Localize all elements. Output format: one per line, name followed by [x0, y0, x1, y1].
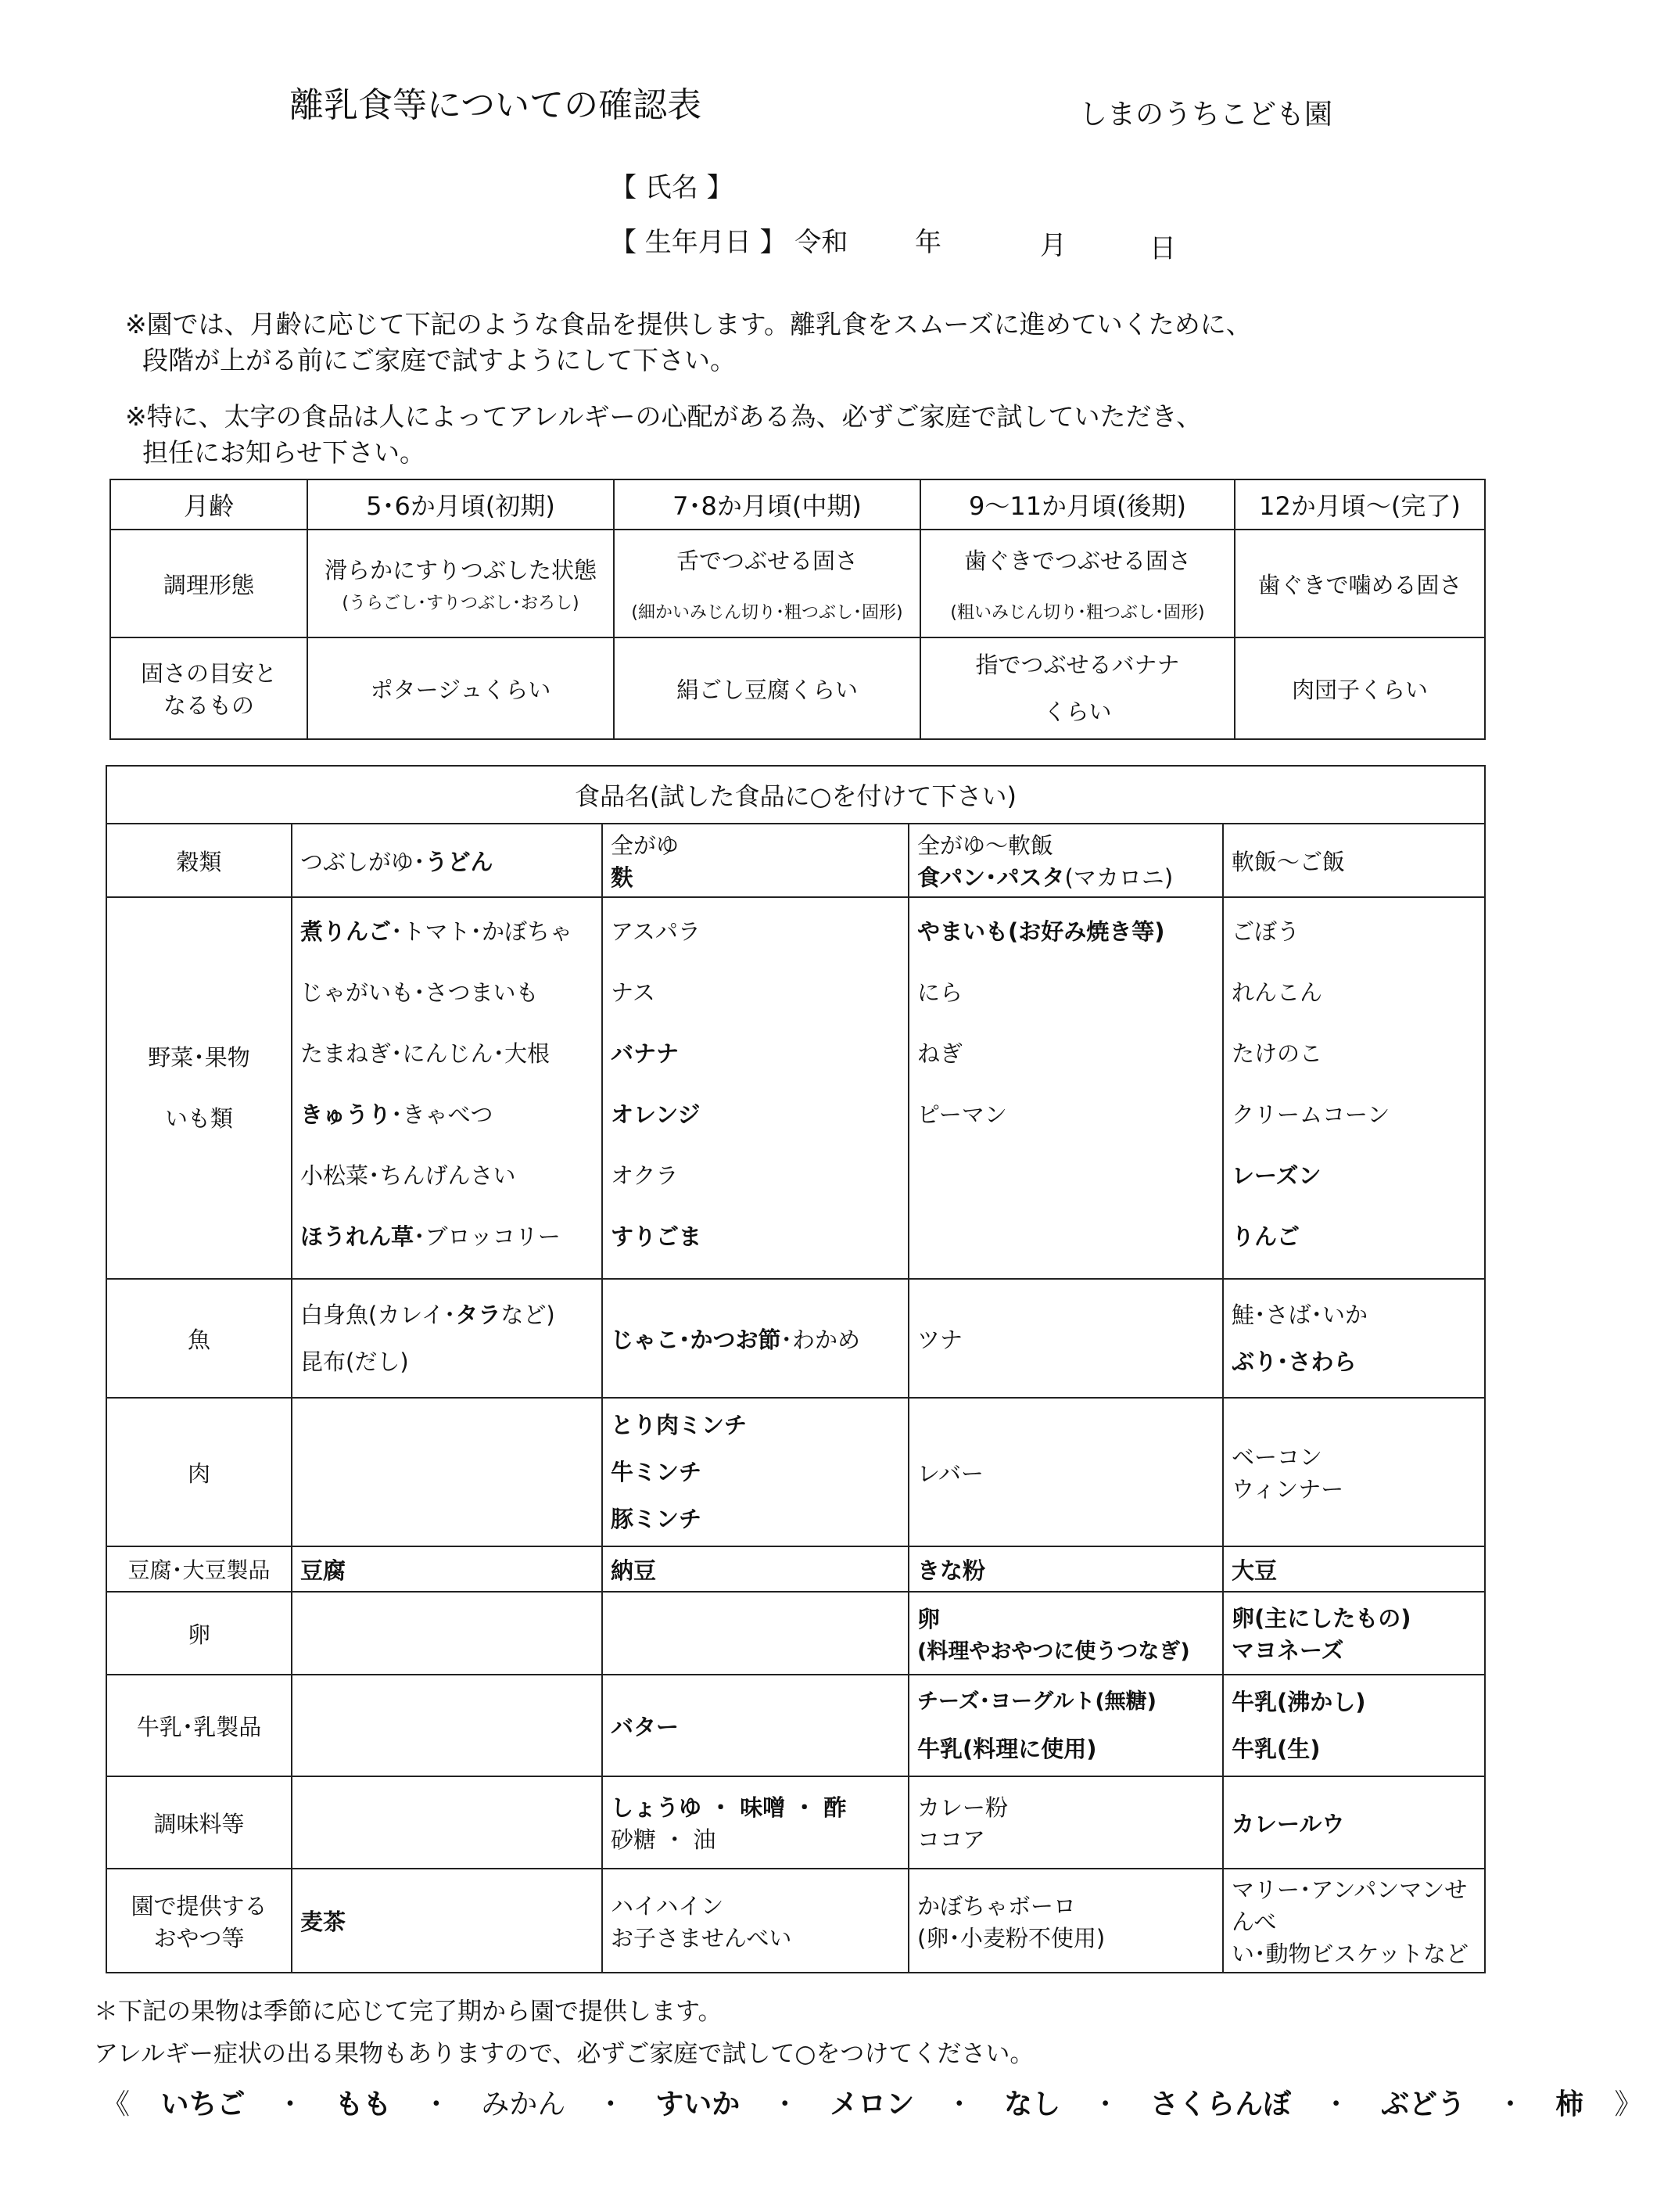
food-item: ピーマン — [917, 1101, 1007, 1128]
cell-text: 歯ぐきでつぶせる固さ — [963, 548, 1191, 574]
food-item: 昆布(だし) — [300, 1348, 409, 1375]
food-row-meat — [106, 1398, 1485, 1546]
fruit-item-allergen: さくらんぼ — [1150, 2088, 1292, 2120]
food-item-allergen: 牛乳(生) — [1232, 1736, 1321, 1762]
food-item-allergen: マヨネーズ — [1232, 1637, 1344, 1664]
food-cell — [1223, 1398, 1485, 1546]
food-item-allergen: うどん — [425, 848, 493, 875]
fruit-item-allergen: なし — [1004, 2088, 1061, 2120]
food-item-allergen: ぶり･さわら — [1232, 1348, 1357, 1375]
food-cell — [909, 824, 1223, 897]
food-item-allergen: タラ — [455, 1302, 501, 1328]
food-item-allergen: バター — [602, 1675, 909, 1776]
food-item: 全がゆ～軟飯 — [917, 832, 1054, 859]
food-item: ･わかめ — [780, 1326, 861, 1353]
separator: ・ — [1496, 2088, 1525, 2120]
cell-text: 舌でつぶせる固さ — [676, 548, 858, 574]
food-item-allergen: りんご — [1232, 1223, 1300, 1250]
food-item-allergen: オレンジ — [611, 1101, 701, 1128]
school-name: しまのうちこども園 — [1079, 99, 1333, 131]
stage-header-late: 9～11か月頃(後期) — [920, 479, 1235, 530]
category-label: 肉 — [106, 1398, 292, 1546]
stage-row-hardness-label — [110, 637, 307, 739]
food-item: ココア — [917, 1826, 986, 1853]
food-item: れんこん — [1232, 979, 1323, 1006]
stage-header-row — [110, 479, 1485, 530]
food-cell — [909, 897, 1223, 1279]
fruit-item-allergen: すいか — [655, 2088, 741, 2120]
footer-note-1: ＊下記の果物は季節に応じて完了期から園で提供します。 — [94, 1998, 723, 2026]
food-cell: レバー — [909, 1398, 1223, 1546]
stage-cell: 肉団子くらい — [1235, 637, 1485, 739]
food-cell — [1223, 1592, 1485, 1675]
food-item-allergen: チーズ･ヨーグルト(無糖) — [917, 1690, 1157, 1714]
food-cell — [1223, 897, 1485, 1279]
fruit-list — [102, 2082, 1664, 2122]
food-item: ねぎ — [917, 1040, 963, 1067]
food-table-heading: 食品名(試した食品に○を付けて下さい) — [106, 766, 1485, 824]
food-cell: 軟飯～ご飯 — [1223, 824, 1485, 897]
food-item-allergen: 麩 — [611, 864, 634, 891]
food-cell — [602, 1398, 909, 1546]
food-item: など) — [500, 1302, 555, 1328]
food-item-allergen: カレールウ — [1223, 1776, 1485, 1869]
food-item-allergen: 牛乳(沸かし) — [1232, 1689, 1366, 1715]
food-item-allergen: 牛ミンチ — [611, 1459, 702, 1485]
food-cell — [602, 1869, 909, 1973]
food-item-allergen: レーズン — [1232, 1162, 1322, 1189]
stage-cell — [307, 530, 614, 637]
fruit-item-allergen: 柿 — [1555, 2088, 1583, 2120]
birth-month-label: 月 — [1040, 230, 1067, 261]
food-item: (マカロニ) — [1064, 864, 1174, 891]
food-cell — [602, 824, 909, 897]
food-cell — [602, 897, 909, 1279]
food-item: かぼちゃボーロ — [917, 1892, 1077, 1919]
food-row-milk — [106, 1675, 1485, 1776]
food-cell: ツナ — [909, 1279, 1223, 1398]
food-item-allergen: 煮りんご — [300, 918, 392, 945]
food-cell — [909, 1675, 1223, 1776]
food-cell — [292, 1675, 602, 1776]
food-row-grain — [106, 824, 1485, 897]
category-label: 牛乳･乳製品 — [106, 1675, 292, 1776]
stage-row-cooking-label: 調理形態 — [110, 530, 307, 637]
food-item: い･動物ビスケットなど — [1232, 1941, 1469, 1967]
food-item: マリー･アンパンマンせんべ — [1232, 1876, 1468, 1935]
cell-text: なるもの — [163, 692, 254, 719]
food-item-allergen: 大豆 — [1223, 1546, 1485, 1592]
food-item-allergen: 豚ミンチ — [611, 1506, 702, 1532]
note-2 — [125, 399, 1202, 471]
fruit-item-allergen: ぶどう — [1381, 2088, 1466, 2120]
fruit-item: みかん — [481, 2088, 566, 2120]
name-label: 【 氏名 】 — [610, 172, 733, 203]
cell-subtext: (うらごし･すりつぶし･おろし) — [342, 594, 579, 613]
food-cell — [292, 1592, 602, 1675]
food-item: (卵･小麦粉不使用) — [917, 1924, 1106, 1952]
food-cell — [1223, 1675, 1485, 1776]
food-item: オクラ — [611, 1162, 679, 1189]
stage-header-early: 5･6か月頃(初期) — [307, 479, 614, 530]
food-item-allergen: しょうゆ ・ 味噌 ・ 酢 — [611, 1794, 847, 1821]
fruit-item-allergen: いちご — [160, 2088, 246, 2120]
category-label — [106, 1869, 292, 1973]
stage-header-middle: 7･8か月頃(中期) — [614, 479, 920, 530]
note-2-line-1: ※特に、太字の食品は人によってアレルギーの心配がある為、必ずご家庭で試していただき、 — [125, 401, 1203, 432]
cell-text: 滑らかにすりつぶした状態 — [324, 557, 597, 584]
food-item-allergen: 豆腐 — [292, 1546, 602, 1592]
food-item-allergen: 食パン･パスタ — [917, 864, 1065, 891]
cell-text: くらい — [1043, 698, 1112, 725]
food-item: 白身魚(カレイ･ — [300, 1302, 456, 1328]
food-item-allergen: じゃこ･かつお節 — [611, 1326, 781, 1353]
food-item-allergen: すりごま — [611, 1223, 702, 1250]
food-line — [300, 1084, 594, 1145]
stage-header-complete: 12か月頃～(完了) — [1235, 479, 1485, 530]
note-2-line-2: 担任にお知らせ下さい。 — [142, 437, 426, 468]
food-cell — [292, 824, 602, 897]
separator: ・ — [945, 2088, 974, 2120]
cell-text: 固さの目安と — [140, 660, 277, 687]
food-cell — [292, 1398, 602, 1546]
category-label: 調味料等 — [106, 1776, 292, 1869]
food-item: 全がゆ — [611, 832, 680, 859]
separator: ・ — [421, 2088, 450, 2120]
stage-cell: 絹ごし豆腐くらい — [614, 637, 920, 739]
food-cell — [909, 1869, 1223, 1973]
separator: ・ — [1322, 2088, 1350, 2120]
food-item: アスパラ — [611, 918, 701, 945]
stage-cell — [920, 637, 1235, 739]
birth-day-label: 日 — [1149, 233, 1176, 264]
separator: ・ — [770, 2088, 799, 2120]
food-table — [106, 765, 1486, 1973]
note-1-line-2: 段階が上がる前にご家庭で試すようにして下さい。 — [142, 345, 736, 375]
food-item-allergen: 卵(主にしたもの) — [1232, 1605, 1411, 1632]
food-cell — [602, 1279, 909, 1398]
food-line — [300, 1291, 594, 1338]
food-item-allergen: (料理やおやつに使うつなぎ) — [917, 1639, 1190, 1664]
category-label: 魚 — [106, 1279, 292, 1398]
cell-text: 指でつぶせるバナナ — [975, 652, 1180, 678]
birth-year-label: 年 — [915, 227, 941, 258]
food-item: ごぼう — [1232, 918, 1300, 945]
food-item-allergen: とり肉ミンチ — [611, 1412, 748, 1438]
separator: ・ — [1091, 2088, 1120, 2120]
category-label: 豆腐･大豆製品 — [106, 1546, 292, 1592]
stage-cell — [920, 530, 1235, 637]
category-label: 穀類 — [106, 824, 292, 897]
food-item: ハイハイン — [611, 1892, 724, 1919]
food-item-allergen: 麦茶 — [292, 1869, 602, 1973]
food-item: たまねぎ･にんじん･大根 — [300, 1040, 550, 1067]
food-item-allergen: 牛乳(料理に使用) — [917, 1736, 1097, 1762]
food-item: じゃがいも･さつまいも — [300, 979, 539, 1006]
food-cell — [292, 1776, 602, 1869]
food-item: ベーコン — [1232, 1444, 1323, 1470]
food-cell — [909, 1776, 1223, 1869]
cell-subtext: (細かいみじん切り･粗つぶし･固形) — [631, 603, 903, 623]
food-item: つぶしがゆ･ — [300, 848, 425, 875]
food-row-snacks — [106, 1869, 1485, 1973]
stage-cell — [614, 530, 920, 637]
stage-header-age: 月齢 — [110, 479, 307, 530]
food-item-allergen: ほうれん草 — [300, 1223, 414, 1250]
food-line — [300, 901, 594, 962]
food-item: 小松菜･ちんげんさい — [300, 1162, 516, 1189]
stage-cell: 歯ぐきで噛める固さ — [1235, 530, 1485, 637]
food-item-allergen: 卵 — [917, 1606, 941, 1632]
food-cell — [1223, 1869, 1485, 1973]
cell-text: 園で提供する — [131, 1892, 267, 1919]
food-row-seasonings — [106, 1776, 1485, 1869]
food-item: ･トマト･かぼちゃ — [391, 918, 573, 945]
food-item: カレー粉 — [917, 1794, 1009, 1821]
cell-text: 野菜･果物 — [148, 1044, 250, 1071]
separator: ・ — [596, 2088, 625, 2120]
footer-note-2: アレルギー症状の出る果物もありますので、必ずご家庭で試して○をつけてください。 — [94, 2040, 1035, 2068]
food-item: お子さませんべい — [611, 1924, 792, 1952]
food-item: 鮭･さば･いか — [1232, 1302, 1368, 1328]
food-item-allergen: やまいも(お好み焼き等) — [917, 918, 1165, 945]
note-1-line-1: ※園では、月齢に応じて下記のような食品を提供します。離乳食をスムーズに進めていくために、 — [125, 309, 1252, 339]
food-cell — [602, 1592, 909, 1675]
category-label — [106, 897, 292, 1279]
food-item-allergen: きゅうり — [300, 1101, 392, 1128]
food-cell — [292, 1279, 602, 1398]
food-item: ナス — [611, 979, 655, 1006]
food-table-heading-row — [106, 766, 1485, 824]
cell-text: おやつ等 — [153, 1924, 245, 1952]
stage-table — [109, 479, 1486, 740]
category-label: 卵 — [106, 1592, 292, 1675]
bracket-close: 》 — [1614, 2088, 1643, 2120]
birth-label: 【 生年月日 】 令和 — [610, 227, 848, 258]
food-item: 砂糖 ・ 油 — [611, 1826, 716, 1853]
food-cell — [292, 897, 602, 1279]
cell-text: いも類 — [164, 1105, 233, 1132]
food-row-fish — [106, 1279, 1485, 1398]
food-line — [300, 1206, 594, 1267]
cell-subtext: (粗いみじん切り･粗つぶし･固形) — [950, 603, 1205, 623]
food-item-allergen: バナナ — [611, 1040, 680, 1067]
food-item: ･きゃべつ — [391, 1101, 493, 1128]
fruit-item-allergen: メロン — [830, 2088, 915, 2120]
food-cell — [909, 1592, 1223, 1675]
bracket-open: 《 — [102, 2088, 131, 2120]
food-item: たけのこ — [1232, 1040, 1323, 1067]
food-item: クリームコーン — [1232, 1101, 1390, 1128]
food-item: ･ブロッコリー — [414, 1223, 561, 1250]
note-1 — [125, 307, 1252, 379]
food-item: にら — [917, 979, 963, 1006]
food-item: ウィンナー — [1232, 1476, 1344, 1503]
food-item-allergen: 納豆 — [602, 1546, 909, 1592]
separator: ・ — [275, 2088, 304, 2120]
stage-row-hardness — [110, 637, 1485, 739]
food-cell — [602, 1776, 909, 1869]
food-item-allergen: きな粉 — [909, 1546, 1223, 1592]
stage-row-cooking — [110, 530, 1485, 637]
food-row-vegetables — [106, 897, 1485, 1279]
stage-cell: ポタージュくらい — [307, 637, 614, 739]
food-row-egg — [106, 1592, 1485, 1675]
food-row-tofu — [106, 1546, 1485, 1592]
page-title: 離乳食等についての確認表 — [289, 85, 702, 125]
fruit-item-allergen: もも — [335, 2088, 392, 2120]
food-cell — [1223, 1279, 1485, 1398]
